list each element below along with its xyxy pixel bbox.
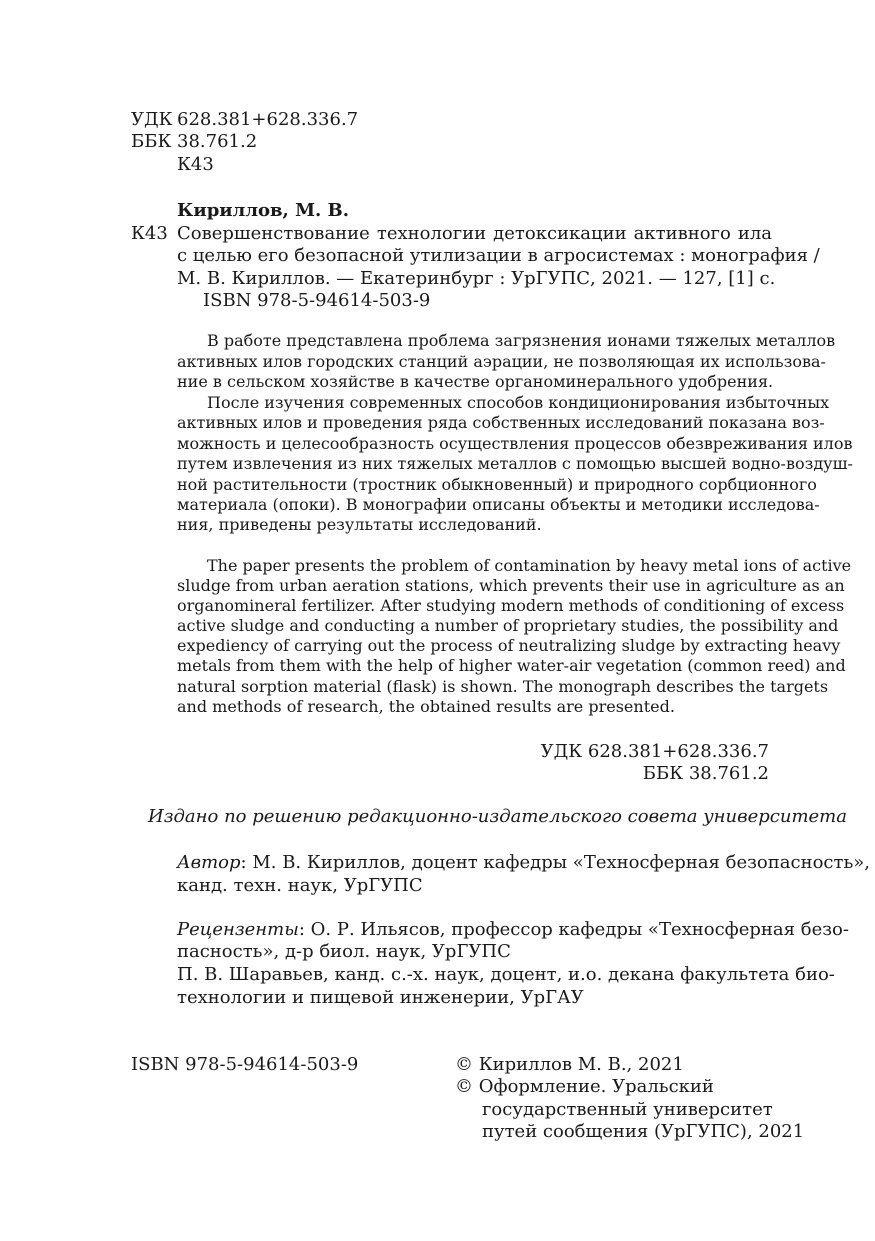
author-heading: Кириллов, М. В.: [177, 200, 350, 221]
footer-udk: УДК 628.381+628.336.7: [540, 741, 769, 762]
abstract-ru-line: ной растительности (тростник обыкновенный) и природного сорбционного: [177, 475, 817, 494]
abstract-en-line: organomineral fertilizer. After studying modern methods of conditioning of excess: [177, 596, 845, 615]
abstract-en-line: metals from them with the help of higher water-air vegetation (common reed) and: [177, 656, 846, 675]
copyright-line-3: государственный университет: [482, 1099, 773, 1120]
copyright-line-2: © Оформление. Уральский: [455, 1076, 714, 1097]
reviewers-line-3: П. В. Шаравьев, канд. с.-х. наук, доцент, и.о. декана факультета био-: [177, 964, 835, 985]
author-info-line-1: [177, 852, 870, 874]
abstract-en-line: sludge from urban aeration stations, which prevents their use in agriculture as an: [177, 576, 845, 595]
abstract-ru-line: ния, приведены результаты исследований.: [177, 515, 542, 534]
biblio-mark: К43: [131, 223, 168, 244]
abstract-en-line: and methods of research, the obtained results are presented.: [177, 697, 675, 716]
abstract-en-line: expediency of carrying out the process of neutralizing sludge by extracting heavy: [177, 636, 841, 655]
biblio-line-2: с целью его безопасной утилизации в агросистемах : монография /: [177, 245, 820, 266]
abstract-ru-line: После изучения современных способов кондиционирования избыточных: [207, 393, 830, 412]
abstract-en-line: active sludge and conducting a number of proprietary studies, the possibility and: [177, 616, 839, 635]
abstract-ru-line: можность и целесообразность осуществления процессов обезвреживания илов: [177, 434, 853, 453]
author-label: Автор: [177, 852, 241, 873]
abstract-ru-line: ние в сельском хозяйстве в качестве органоминерального удобрения.: [177, 372, 774, 391]
copyright-line-4: путей сообщения (УрГУПС), 2021: [482, 1121, 805, 1142]
udk-label: УДК: [131, 109, 173, 130]
isbn-line: ISBN 978-5-94614-503-9: [203, 290, 431, 311]
abstract-ru-line: В работе представлена проблема загрязнения ионами тяжелых металлов: [207, 331, 836, 350]
reviewers-label: Рецензенты: [177, 919, 299, 940]
author-mark: К43: [177, 154, 214, 175]
biblio-line-1: Совершенствование технологии детоксикации активного ила: [177, 223, 772, 244]
abstract-ru-line: путем извлечения из них тяжелых металлов с помощью высшей водно-воздуш-: [177, 454, 853, 473]
isbn-bottom: ISBN 978-5-94614-503-9: [131, 1054, 359, 1075]
bbk-label: ББК: [131, 131, 172, 152]
reviewers-rest: : О. Р. Ильясов, профессор кафедры «Техносферная безо-: [298, 919, 849, 940]
reviewers-line-4: технологии и пищевой инженерии, УрГАУ: [177, 987, 584, 1008]
abstract-ru-line: активных илов городских станций аэрации, не позволяющая их использова-: [177, 352, 826, 371]
copyright-line-1: © Кириллов М. В., 2021: [455, 1054, 684, 1075]
biblio-line-3: М. В. Кириллов. — Екатеринбург : УрГУПС, 2021. — 127, [1] с.: [177, 268, 776, 289]
author-info-rest: : М. В. Кириллов, доцент кафедры «Техносферная безопасность»,: [240, 852, 870, 873]
udk-value: 628.381+628.336.7: [177, 109, 359, 130]
footer-bbk: ББК 38.761.2: [642, 763, 769, 784]
reviewers-line-1: [177, 919, 849, 941]
publication-note: Издано по решению редакционно-издательского совета университета: [148, 806, 847, 827]
author-info-line-2: канд. техн. наук, УрГУПС: [177, 875, 423, 896]
bbk-value: 38.761.2: [177, 131, 258, 152]
abstract-ru-line: материала (опоки). В монографии описаны объекты и методики исследова-: [177, 495, 820, 514]
abstract-en-line: natural sorption material (flask) is shown. The monograph describes the targets: [177, 677, 829, 696]
abstract-ru-line: активных илов и проведения ряда собственных исследований показана воз-: [177, 413, 825, 432]
abstract-en-line: The paper presents the problem of contamination by heavy metal ions of active: [207, 556, 852, 575]
reviewers-line-2: пасность», д-р биол. наук, УрГУПС: [177, 941, 511, 962]
